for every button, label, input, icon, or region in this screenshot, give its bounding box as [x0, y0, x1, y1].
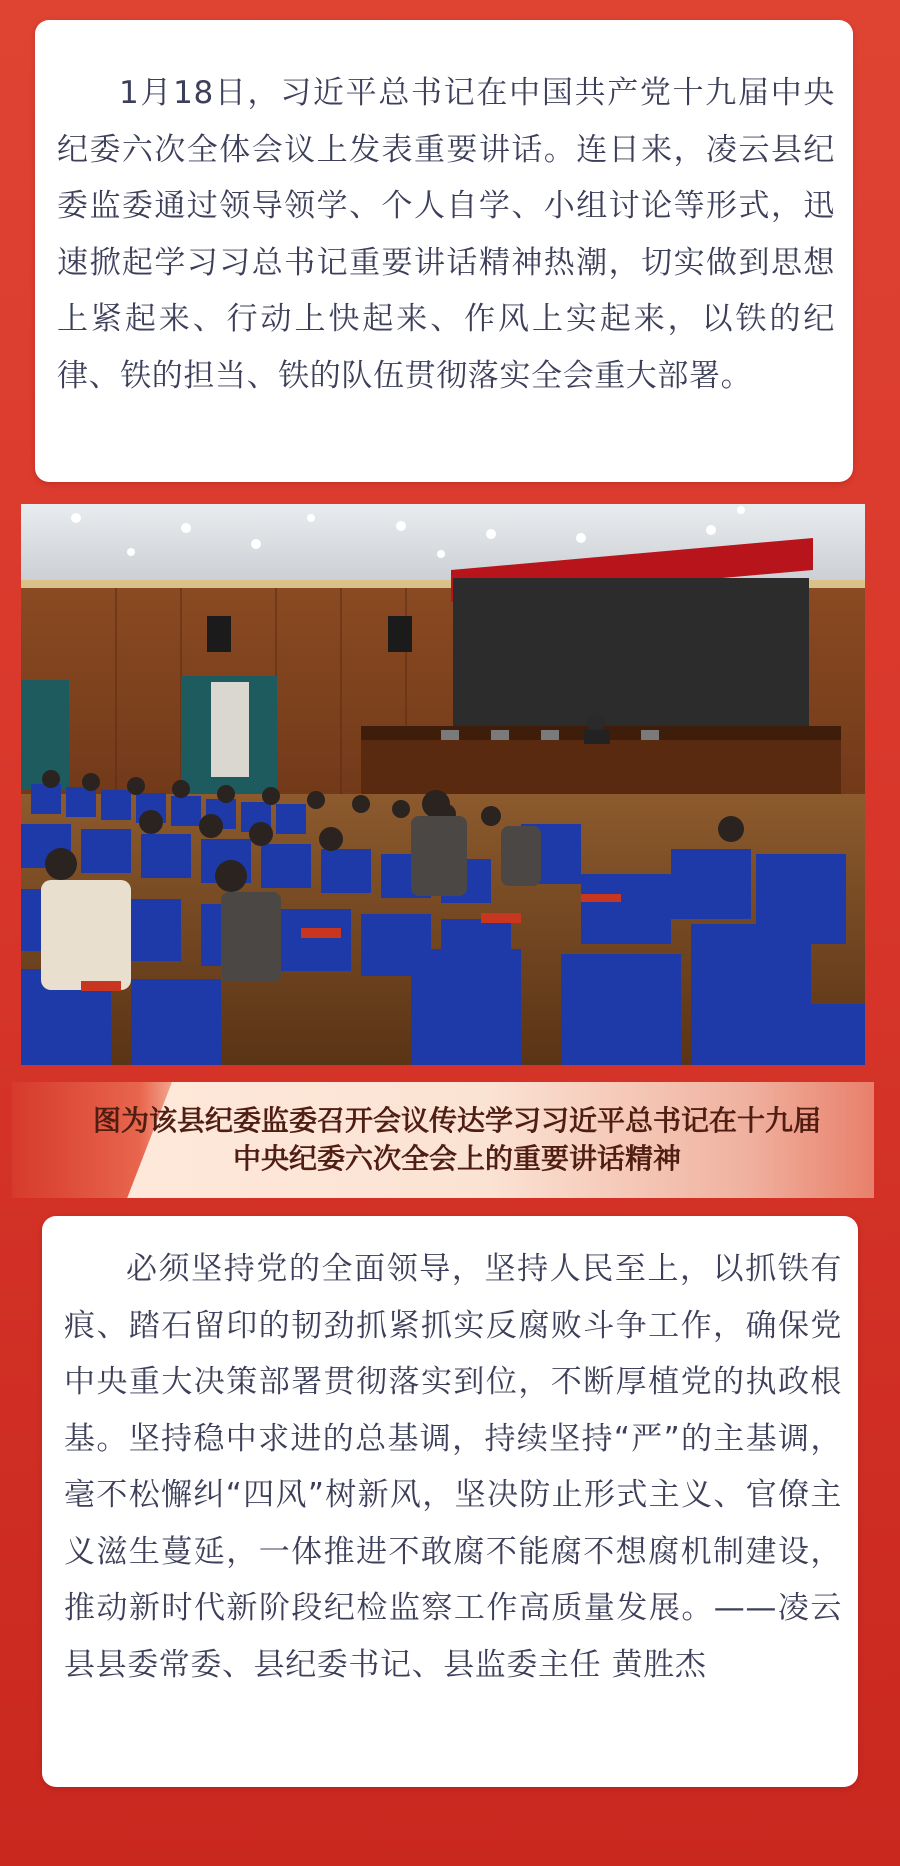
intro-paragraph: 1月18日，习近平总书记在中国共产党十九届中央纪委六次全体会议上发表重要讲话。连日来，凌云县纪委监委通过领导领学、个人自学、小组讨论等形式，迅速掀起学习习总书记重要讲话精神热潮，切实做到思想上紧起来、行动上快起来、作风上实起来，以铁的纪律、铁的担当、铁的队伍贯彻落实全会重大部署。 — [57, 75, 835, 394]
meeting-photo — [21, 504, 865, 1065]
caption-line-2: 中央纪委六次全会上的重要讲话精神 — [232, 1142, 681, 1175]
photo-caption — [12, 1082, 874, 1198]
caption-line-1: 图为该县纪委监委召开会议传达学习习近平总书记在十九届 — [92, 1104, 821, 1137]
quote-paragraph: 必须坚持党的全面领导，坚持人民至上，以抓铁有痕、踏石留印的韧劲抓紧抓实反腐败斗争工作，确保党中央重大决策部署贯彻落实到位，不断厚植党的执政根基。坚持稳中求进的总基调，持续坚持“严”的主基调，毫不松懈纠“四风”树新风，坚决防止形式主义、官僚主义滋生蔓延，一体推进不敢腐不能腐不想腐机制建设，推动新时代新阶段纪检监察工作高质量发展。——凌云县县委常委、县纪委书记、县监委主任 黄胜杰 — [64, 1251, 842, 1683]
intro-card — [35, 20, 853, 482]
caption-text — [42, 1102, 872, 1178]
quote-card — [42, 1216, 858, 1787]
